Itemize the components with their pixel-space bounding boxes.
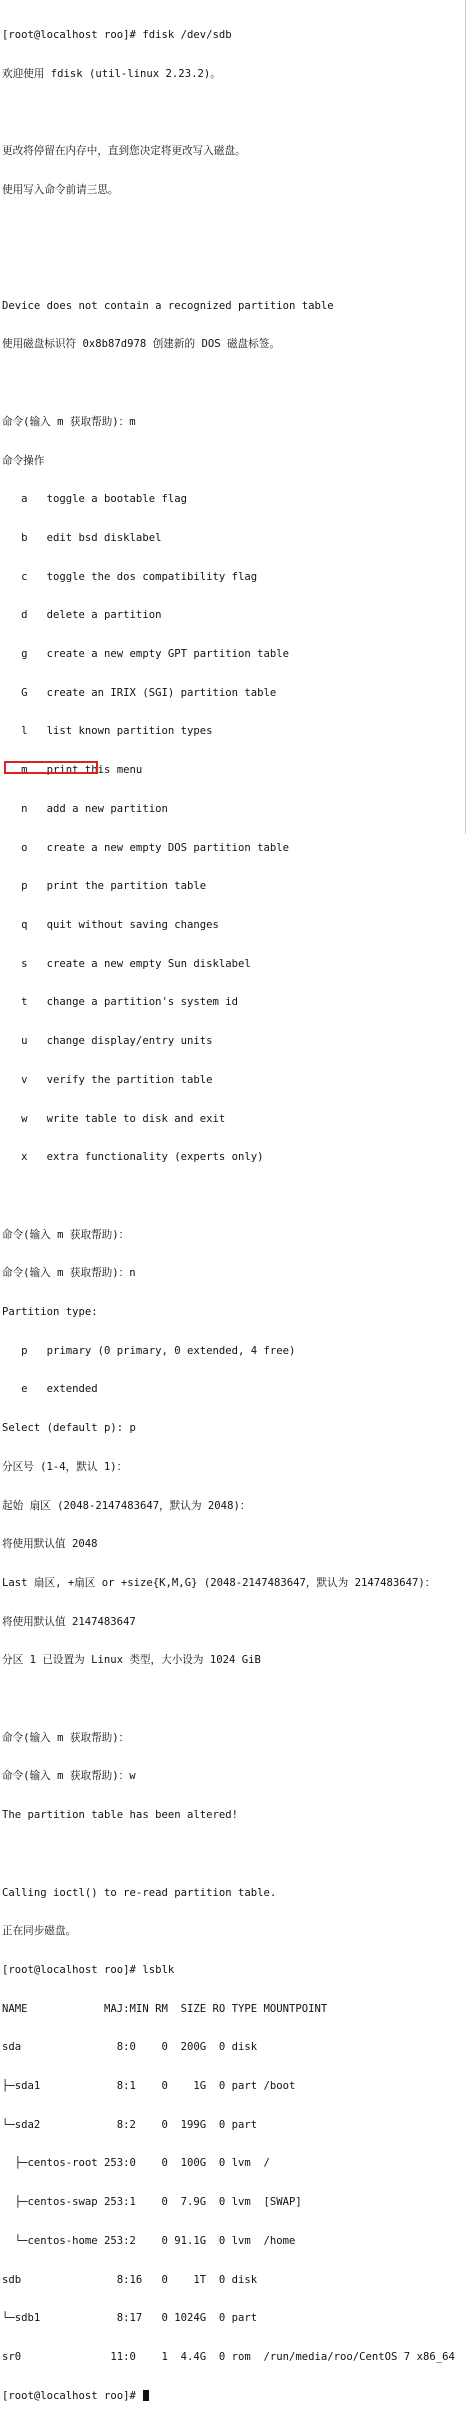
prompt-text: [root@localhost roo]#	[2, 2389, 143, 2402]
terminal-line: w write table to disk and exit	[2, 1112, 226, 1125]
terminal-line: 命令(输入 m 获取帮助)：	[2, 1731, 130, 1744]
terminal-line: 命令(输入 m 获取帮助)：m	[2, 415, 136, 428]
terminal-prompt[interactable]	[2, 2390, 466, 2403]
terminal-line: t change a partition's system id	[2, 996, 238, 1009]
terminal-line: 命令(输入 m 获取帮助)：	[2, 1228, 130, 1241]
terminal-line: └─sdb1 8:17 0 1024G 0 part	[2, 2312, 258, 2325]
terminal-line: l list known partition types	[2, 725, 213, 738]
terminal-line: d delete a partition	[2, 609, 162, 622]
terminal-line: The partition table has been altered!	[2, 1809, 238, 1822]
terminal-line: x extra functionality (experts only)	[2, 1151, 264, 1164]
terminal-line	[2, 1693, 466, 1706]
terminal-line: b edit bsd disklabel	[2, 531, 162, 544]
terminal-line: p print the partition table	[2, 880, 207, 893]
terminal-line	[2, 1190, 466, 1203]
terminal-line: n add a new partition	[2, 802, 168, 815]
terminal-line: c toggle the dos compatibility flag	[2, 570, 258, 583]
terminal-line: G create an IRIX (SGI) partition table	[2, 686, 277, 699]
terminal-line: Select (default p): p	[2, 1422, 136, 1435]
terminal-output[interactable]	[2, 3, 466, 2416]
terminal-line: 分区号 (1-4，默认 1)：	[2, 1460, 128, 1473]
terminal-line: a toggle a bootable flag	[2, 493, 187, 506]
terminal-line: Calling ioctl() to re-read partition table.	[2, 1886, 277, 1899]
terminal-line	[2, 106, 466, 119]
sdb1-highlight-box	[4, 761, 98, 774]
terminal-line: u change display/entry units	[2, 1035, 213, 1048]
terminal-line: v verify the partition table	[2, 1073, 213, 1086]
terminal-line: 正在同步磁盘。	[2, 1925, 77, 1938]
terminal-line	[2, 222, 466, 235]
terminal-line: o create a new empty DOS partition table	[2, 841, 290, 854]
terminal-line: ├─centos-swap 253:1 0 7.9G 0 lvm [SWAP]	[2, 2196, 302, 2209]
terminal-line: └─sda2 8:2 0 199G 0 part	[2, 2118, 258, 2131]
terminal-line: 欢迎使用 fdisk (util-linux 2.23.2)。	[2, 67, 221, 80]
terminal-line: Last 扇区, +扇区 or +size{K,M,G} (2048-2147483647，默认为 2147483647)：	[2, 1576, 436, 1589]
terminal-line: sdb 8:16 0 1T 0 disk	[2, 2273, 258, 2286]
terminal-line: ├─centos-root 253:0 0 100G 0 lvm /	[2, 2157, 270, 2170]
terminal-line: NAME MAJ:MIN RM SIZE RO TYPE MOUNTPOINT	[2, 2002, 328, 2015]
terminal-line: 更改将停留在内存中，直到您决定将更改写入磁盘。	[2, 144, 246, 157]
terminal-line: [root@localhost roo]# fdisk /dev/sdb	[2, 28, 232, 41]
terminal-line: 命令操作	[2, 454, 45, 467]
terminal-line: 命令(输入 m 获取帮助)：n	[2, 1267, 136, 1280]
terminal-line: sr0 11:0 1 4.4G 0 rom /run/media/roo/CentOS 7 x86_64	[2, 2351, 455, 2363]
terminal-line: Device does not contain a recognized partition table	[2, 299, 334, 312]
text-cursor	[143, 2390, 149, 2401]
terminal-line: 命令(输入 m 获取帮助)：w	[2, 1770, 136, 1783]
terminal-line: 将使用默认值 2048	[2, 1538, 98, 1551]
terminal-line: 将使用默认值 2147483647	[2, 1615, 136, 1628]
terminal-line	[2, 1848, 466, 1861]
terminal-line: sda 8:0 0 200G 0 disk	[2, 2041, 258, 2054]
terminal-line: 分区 1 已设置为 Linux 类型，大小设为 1024 GiB	[2, 1654, 261, 1667]
terminal-line: Partition type:	[2, 1306, 98, 1319]
terminal-line: 使用写入命令前请三思。	[2, 183, 119, 196]
terminal-line: e extended	[2, 1383, 98, 1396]
terminal-line: s create a new empty Sun disklabel	[2, 957, 251, 970]
terminal-line: ├─sda1 8:1 0 1G 0 part /boot	[2, 2080, 296, 2093]
terminal-line: 起始 扇区 (2048-2147483647，默认为 2048)：	[2, 1499, 251, 1512]
terminal-line: └─centos-home 253:2 0 91.1G 0 lvm /home	[2, 2234, 296, 2247]
terminal-line: q quit without saving changes	[2, 918, 219, 931]
terminal-line: p primary (0 primary, 0 extended, 4 free)	[2, 1344, 296, 1357]
terminal-line: g create a new empty GPT partition table	[2, 648, 290, 661]
terminal-line: [root@localhost roo]# lsblk	[2, 1963, 175, 1976]
terminal-line: 使用磁盘标识符 0x8b87d978 创建新的 DOS 磁盘标签。	[2, 338, 280, 351]
terminal-line	[2, 261, 466, 274]
terminal-line	[2, 377, 466, 390]
terminal-line: m print this menu	[2, 764, 143, 777]
